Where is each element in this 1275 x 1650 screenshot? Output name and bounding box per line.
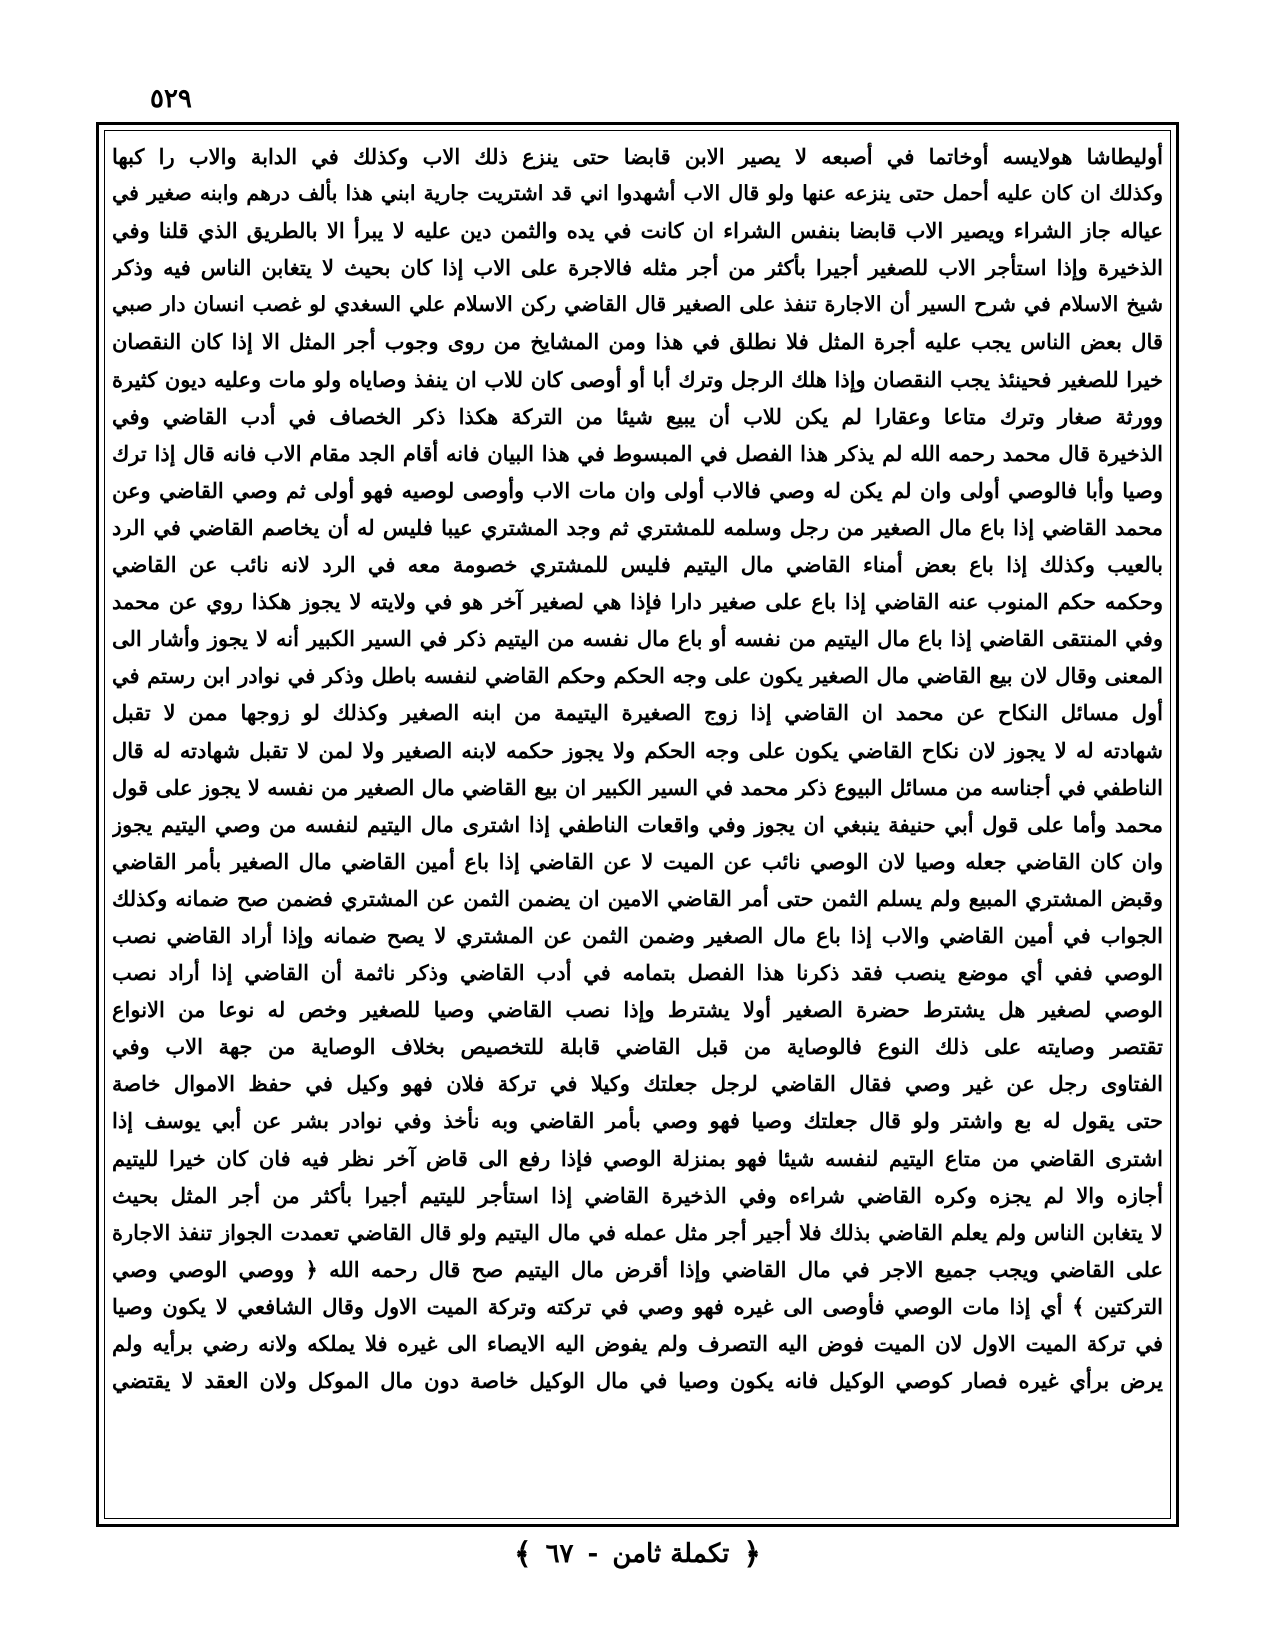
- footer-bracket-left: ﴿: [743, 1536, 761, 1572]
- text-line: عياله جاز الشراء ويصير الاب قابضا بنفس الشراء ان كانت في يده والثمن دين عليه لا يبرأ الا بالطريق الذي قلنا وفي: [112, 218, 1163, 244]
- text-line: خيرا للصغير فحينئذ يجب النقصان وإذا هلك الرجل وترك أبا أو أوصى كان للاب ان ينفذ وصاياه ولو مات وعليه ديون كثيرة: [112, 366, 1163, 392]
- text-line: شيخ الاسلام في شرح السير أن الاجارة تنفذ على الصغير قال القاضي ركن الاسلام علي السغدي لو غصب انسان دار صبي: [112, 292, 1163, 317]
- text-line: على القاضي ويجب جميع الاجر في مال القاضي وإذا أقرض مال اليتيم صح قال رحمه الله ﴿ ووصي الوصي وصي: [112, 1256, 1163, 1282]
- text-line: محمد القاضي إذا باع مال الصغير من رجل وسلمه للمشتري ثم وجد المشتري عيبا فليس له أن يخاصم القاضي في الرد: [112, 514, 1163, 540]
- text-line: أوليطاشا هولايسه أوخاتما في أصبعه لا يصير الابن قابضا حتى ينزع ذلك الاب وكذلك في الدابة والاب را كبها: [112, 144, 1163, 169]
- text-line: الوصي ففي أي موضع ينصب فقد ذكرنا هذا الفصل بتمامه في أدب القاضي وذكر ناثمة أن القاضي إذا أراد نصب: [112, 960, 1163, 986]
- text-line: تقتصر وصايته على ذلك النوع فالوصاية من قبل القاضي قابلة للتخصيص بخلاف الوصاية من جهة الاب وفي: [112, 1034, 1163, 1060]
- text-line: الذخيرة قال محمد رحمه الله لم يذكر هذا الفصل في المبسوط في هذا البيان فانه أقام الجد مقام الاب فانه قال إذا ترك: [112, 440, 1163, 466]
- text-line: اشترى القاضي من متاع اليتيم لنفسه شيئا فهو بمنزلة الوصي فإذا رفع الى قاض آخر نظر فيه فان كان خيرا لليتيم: [112, 1145, 1163, 1171]
- text-line: حتى يقول له بع واشتر ولو قال جعلتك وصيا فهو وصي بأمر القاضي وبه نأخذ وفي نوادر بشر عن أبي يوسف إذا: [112, 1108, 1163, 1134]
- text-line: لا يتغابن الناس ولم يعلم القاضي بذلك فلا أجير أجر مثل عمله في مال اليتيم ولو قال القاضي تعمدت الجواز تنفذ الاجارة: [112, 1219, 1163, 1245]
- text-line: أجازه والا لم يجزه وكره القاضي شراءه وفي الذخيرة القاضي إذا استأجر لليتيم أجيرا بأكثر من أجر المثل بحيث: [112, 1182, 1163, 1208]
- text-line: الناطفي في أجناسه من مسائل البيوع ذكر محمد في السير الكبير ان بيع القاضي مال الصغير من نفسه لا يجوز على قول: [112, 774, 1163, 800]
- page-number: ٥٢٩: [150, 84, 192, 114]
- text-line: وصيا وأبا فالوصي أولى وان لم يكن له وصي فالاب أولى وان مات الاب وأوصى لوصيه فهو أولى ثم وصي القاضي وعن: [112, 477, 1163, 503]
- footer-bracket-right: ﴾: [514, 1536, 532, 1572]
- page-footer: [400, 1532, 875, 1576]
- text-line: قال بعض الناس يجب عليه أجرة المثل فلا نطلق في هذا ومن المشايخ من روى وجوب أجر المثل الا إذا كان النقصان: [112, 329, 1163, 355]
- text-line: التركتين ﴾ أي إذا مات الوصي فأوصى الى غيره فهو وصي في تركته وتركة الميت الاول وقال الشافعي لا يكون وصيا: [112, 1293, 1163, 1319]
- text-line: يرض برأي غيره فصار كوصي الوكيل فانه يكون وصيا في مال الوكيل خاصة دون مال الموكل ولان العقد لا يقتضي: [112, 1368, 1163, 1394]
- text-line: في تركة الميت الاول لان الميت فوض اليه التصرف ولم يفوض اليه الايصاء الى غيره فلا يملكه ولانه رضي برأيه ولم: [112, 1331, 1163, 1356]
- text-line: وفي المنتقى القاضي إذا باع مال اليتيم من نفسه أو باع مال نفسه من اليتيم ذكر في السير الكبير أنه لا يجوز وأشار الى: [112, 626, 1163, 652]
- text-line: الفتاوى رجل عن غير وصي فقال القاضي لرجل جعلتك وكيلا في تركة فلان فهو وكيل في حفظ الاموال خاصة: [112, 1071, 1163, 1097]
- text-line: وورثة صغار وترك متاعا وعقارا لم يكن للاب أن يبيع شيئا من التركة هكذا ذكر الخصاف في أدب القاضي وفي: [112, 403, 1163, 429]
- text-line: محمد وأما على قول أبي حنيفة ينبغي ان يجوز وفي واقعات الناطفي إذا اشترى مال اليتيم لنفسه من وصي اليتيم يجوز: [112, 811, 1163, 837]
- text-line: وقبض المشتري المبيع ولم يسلم الثمن حتى أمر القاضي الامين ان يضمن الثمن عن المشتري فضمن صح ضمانه وكذلك: [112, 885, 1163, 911]
- text-line: الجواب في أمين القاضي والاب إذا باع مال الصغير وضمن الثمن عن المشتري لا يصح ضمانه وإذا أراد القاضي نصب: [112, 922, 1163, 948]
- text-line: الوصي لصغير هل يشترط حضرة الصغير أولا يشترط وإذا نصب القاضي وصيا للصغير وخص له نوعا من الانواع: [112, 997, 1163, 1023]
- text-line: المعنى وقال لان بيع القاضي مال الصغير يكون على وجه الحكم وحكم القاضي لنفسه باطل وذكر في نوادر ابن رستم في: [112, 663, 1163, 689]
- text-line: وكذلك ان كان عليه أحمل حتى ينزعه عنها ولو قال الاب أشهدوا اني قد اشتريت جارية ابني هذا بألف درهم وابنه صغير في: [112, 181, 1163, 206]
- text-line: أول مسائل النكاح عن محمد ان القاضي إذا زوج الصغيرة اليتيمة من ابنه الصغير وكذلك لو زوجها ممن لا تقبل: [112, 700, 1163, 726]
- footer-dash: -: [587, 1539, 599, 1569]
- footer-sheet-number: ٦٧: [545, 1539, 574, 1569]
- text-line: الذخيرة وإذا استأجر الاب للصغير أجيرا بأكثر من أجر مثله فالاجرة على الاب إذا كان بحيث لا يتغابن الناس فيه وذكر: [112, 255, 1163, 281]
- footer-volume-label: تكملة ثامن: [612, 1539, 730, 1569]
- main-text-block: [112, 138, 1163, 1512]
- text-line: بالعيب وكذلك إذا باع بعض أمناء القاضي مال اليتيم فليس للمشتري خصومة معه في الرد لانه نائب عن القاضي: [112, 552, 1163, 578]
- text-line: شهادته له لا يجوز لان نكاح القاضي يكون على وجه الحكم ولا يجوز حكمه لابنه الصغير ولا لمن لا تقبل شهادته له قال: [112, 737, 1163, 763]
- text-line: وحكمه حكم المنوب عنه القاضي إذا باع على صغير دارا فإذا هي لصغير آخر هو في ولايته لا يجوز هكذا روي عن محمد: [112, 589, 1163, 615]
- text-line: وان كان القاضي جعله وصيا لان الوصي نائب عن الميت لا عن القاضي إذا باع أمين القاضي مال الصغير بأمر القاضي: [112, 848, 1163, 874]
